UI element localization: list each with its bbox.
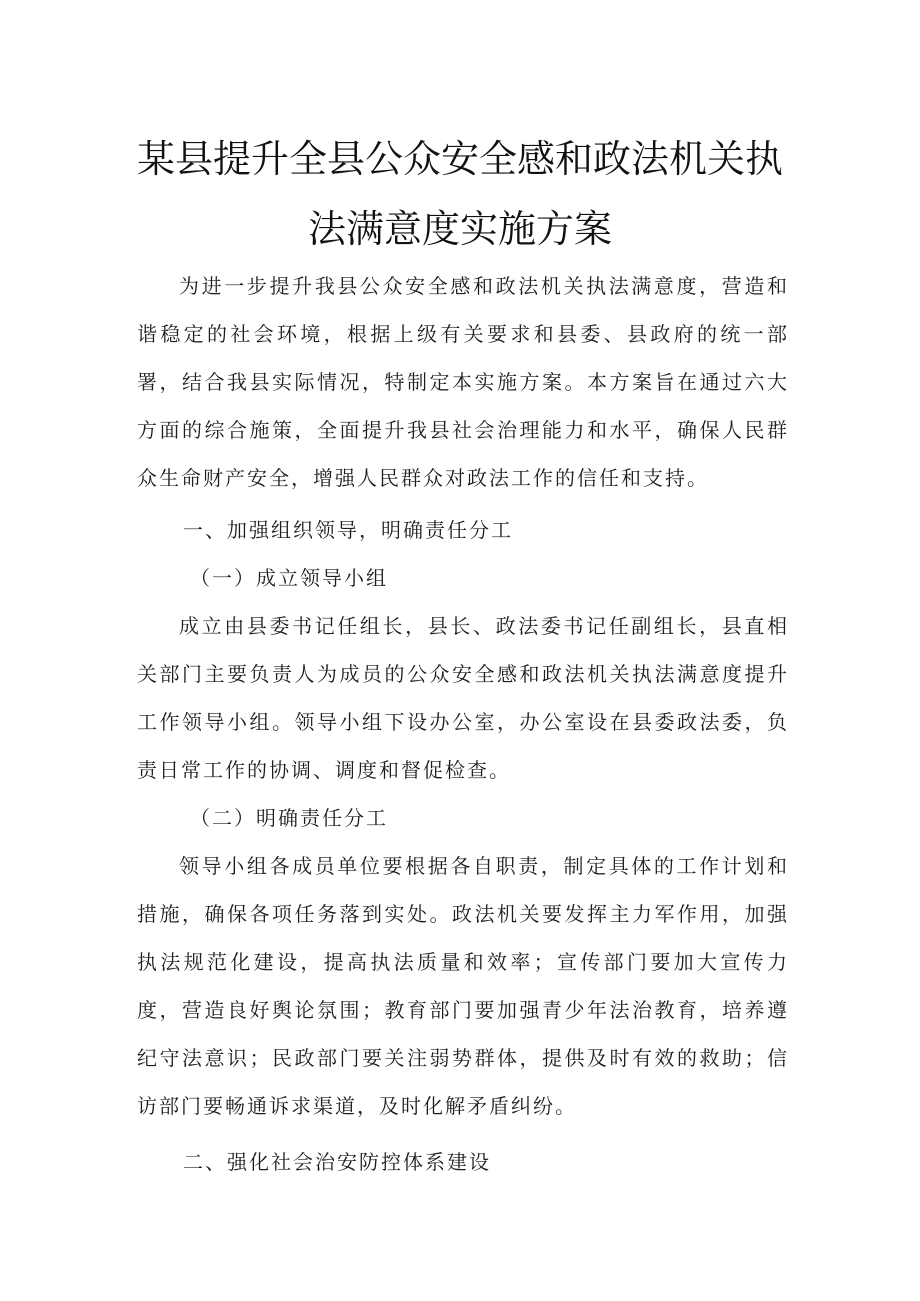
section-1-heading: 一、加强组织领导，明确责任分工 xyxy=(183,518,513,542)
intro-paragraph: 为进一步提升我县公众安全感和政法机关执法满意度，营造和谐稳定的社会环境，根据上级有关要求和县委、县政府的统一部署，结合我县实际情况，特制定本实施方案。本方案旨在通过六大方面的综合施策，全面提升我县社会治理能力和水平，确保人民群众生命财产安全，增强人民群众对政法工作的信任和支持。 xyxy=(137,274,789,490)
subsection-1-heading: （一）成立领导小组 xyxy=(190,566,388,590)
document-title-line-1: 某县提升全县公众安全感和政法机关执 xyxy=(136,137,783,181)
subsection-2-heading: （二）明确责任分工 xyxy=(190,806,388,830)
subsection-1-paragraph: 成立由县委书记任组长，县长、政法委书记任副组长，县直相关部门主要负责人为成员的公众安全感和政法机关执法满意度提升工作领导小组。领导小组下设办公室，办公室设在县委政法委，负责日常工作的协调、调度和督促检查。 xyxy=(137,614,789,782)
subsection-2-paragraph: 领导小组各成员单位要根据各自职责，制定具体的工作计划和措施，确保各项任务落到实处。政法机关要发挥主力军作用，加强执法规范化建设，提高执法质量和效率；宣传部门要加大宣传力度，营造良好舆论氛围；教育部门要加强青少年法治教育，培养遵纪守法意识；民政部门要关注弱势群体，提供及时有效的救助；信访部门要畅通诉求渠道，及时化解矛盾纠纷。 xyxy=(137,854,789,1118)
document-title-line-2: 法满意度实施方案 xyxy=(307,207,612,251)
section-2-heading: 二、强化社会治安防控体系建设 xyxy=(183,1150,491,1174)
